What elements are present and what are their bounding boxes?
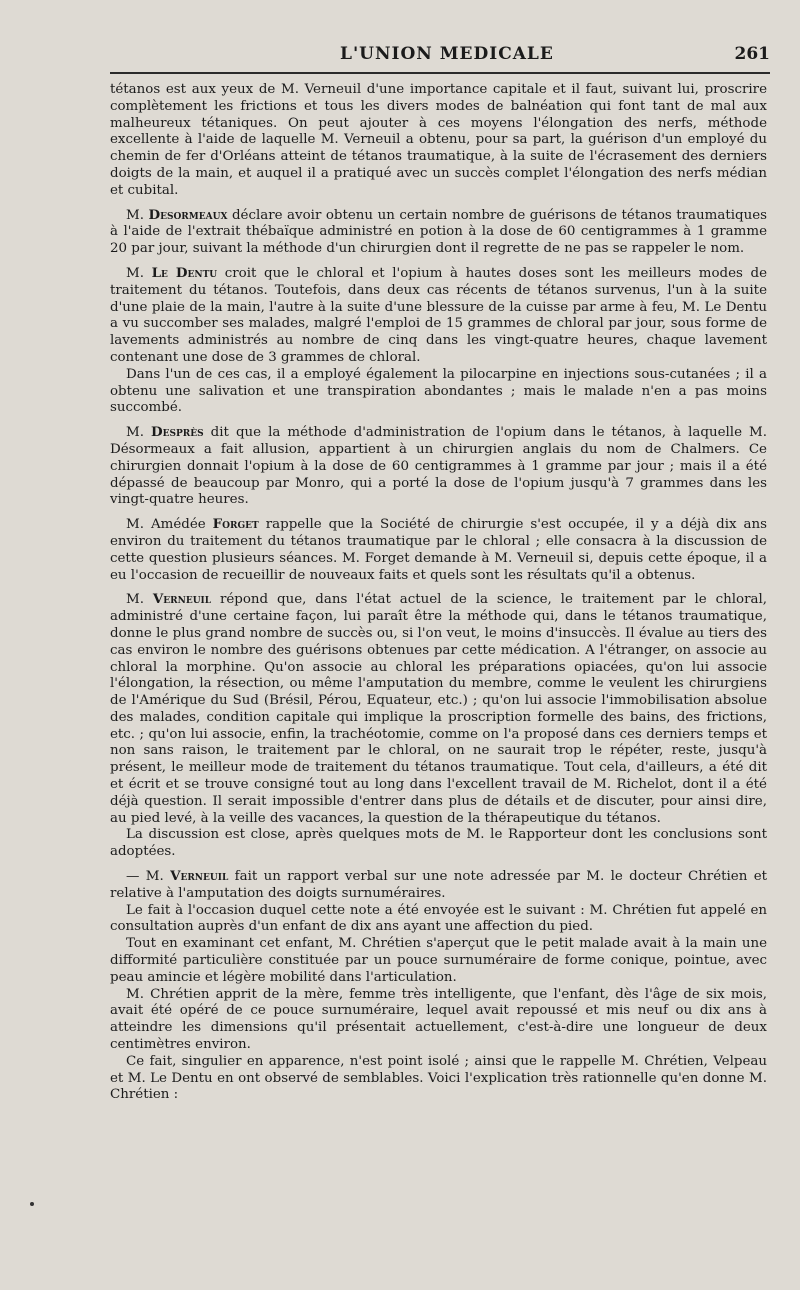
paragraph: M. Chrétien apprit de la mère, femme très intelligente, que l'enfant, dès l'âge de six mois, avait été opéré de ce pouce surnuméraire, lequel avait repoussé et mis neuf ou dix ans à atteindre les dimensions qu'il présentait actuellement, c'est-à-dire une longueur de deux centimètres environ. [110, 986, 767, 1053]
paragraph: La discussion est close, après quelques mots de M. le Rapporteur dont les conclusions sont adoptées. [110, 827, 767, 860]
article-body [110, 82, 767, 1104]
speaker-name: Verneuil [152, 591, 212, 608]
speaker-name: Forget [212, 516, 259, 533]
speaker-name: Desormeaux [148, 206, 228, 223]
paragraph: — M. Verneuil fait un rapport verbal sur une note adressée par M. le docteur Chrétien et relative à l'amputation des doigts surnuméraires. [110, 868, 768, 901]
paragraph: Ce fait, singulier en apparence, n'est point isolé ; ainsi que le rappelle M. Chrétien, Velpeau et M. Le Dentu en ont observé de semblables. Voici l'explication très rationnelle qu'en donne M. Chrétien : [110, 1053, 767, 1103]
paragraph: Le fait à l'occasion duquel cette note a été envoyée est le suivant : M. Chrétien fut appelé en consultation auprès d'un enfant de dix ans ayant une affection du pied. [110, 902, 767, 935]
journal-title: L'UNION MEDICALE [340, 44, 554, 64]
paragraph: M. Desormeaux déclare avoir obtenu un certain nombre de guérisons de tétanos traumatiques à l'aide de l'extrait thébaïque administré en potion à la dose de 60 centigrammes à 1 gramme 20 par jour, suivant la méthode d'un chirurgien dont il regrette de ne pas se rappeler le nom. [110, 206, 767, 257]
paragraph: tétanos est aux yeux de M. Verneuil d'une importance capitale et il faut, suivant lui, proscrire complètement les frictions et tous les divers modes de balnéation qui font tant de mal aux malheureux tétaniques. On peut ajouter à ces moyens l'élongation des nerfs, méthode excellente à l'aide de laquelle M. Verneuil a obtenu, pour sa part, la guérison d'un employé du chemin de fer d'Orléans atteint de tétanos traumatique, à la suite de l'écrasement des derniers doigts de la main, et auquel il a pratiqué avec un succès complet l'élongation des nerfs médian et cubital. [110, 82, 767, 198]
speaker-name: Verneuil [170, 868, 229, 885]
paragraph: M. Verneuil répond que, dans l'état actuel de la science, le traitement par le chloral, administré d'une certaine façon, lui paraît être la méthode qui, dans le tétanos traumatique, donne le plus grand nombre de succès ou, si l'on veut, le moins d'insuccès. Il évalue au tiers des cas environ le nombre des guérisons obtenues par cette médication. A l'étranger, on associe au chloral la morphine. Qu'on associe au chloral les préparations opiacées, qu'on lui associe l'élongation, la résection, ou même l'amputation du membre, comme le veulent les chirurgiens de l'Amérique du Sud (Brésil, Pérou, Equateur, etc.) ; qu'on lui associe l'immobilisation absolue des malades, condition capitale qui implique la proscription formelle des bains, des frictions, etc. ; qu'on lui associe, enfin, la trachéotomie, comme on l'a proposé dans ces derniers temps et non sans raison, le traitement par le chloral, on ne saurait trop le répéter, reste, jusqu'à présent, le meilleur mode de traitement du tétanos traumatique. Tout cela, d'ailleurs, a été dit et écrit et se trouve consigné tout au long dans l'excellent travail de M. Richelot, dont il a été déjà question. Il serait impossible d'entrer dans plus de détails et de discuter, pour ainsi dire, au pied levé, à la veille des vacances, la question de la thérapeutique du tétanos. [110, 591, 767, 826]
speaker-name: Desprès [151, 424, 204, 441]
margin-mark [30, 1202, 34, 1206]
paragraph: M. Desprès dit que la méthode d'administration de l'opium dans le tétanos, à laquelle M. Désormeaux a fait allusion, appartient à un chirurgien anglais du nom de Chalmers. Ce chirurgien donnait l'opium à la dose de 60 centigrammes à 1 gramme par jour ; mais il a été dépassé de beaucoup par Monro, qui a porté la dose de l'opium jusqu'à 7 grammes dans les vingt-quatre heures. [110, 424, 768, 508]
paragraph: M. Le Dentu croit que le chloral et l'opium à hautes doses sont les meilleurs modes de traitement du tétanos. Toutefois, dans deux cas récents de tétanos survenus, l'un à la suite d'une plaie de la main, l'autre à la suite d'une blessure de la cuisse par arme à feu, M. Le Dentu a vu succomber ses malades, malgré l'emploi de 15 grammes de chloral par jour, sous forme de lavements administrés au nombre de cinq dans les vingt-quatre heures, chaque lavement contenant une dose de 3 grammes de chloral. [110, 264, 767, 365]
header-rule [110, 72, 770, 74]
page-number: 261 [734, 44, 770, 64]
paragraph: M. Amédée Forget rappelle que la Société de chirurgie s'est occupée, il y a déjà dix ans environ du traitement du tétanos traumatique par le chloral ; elle consacra à la discussion de cette question plusieurs séances. M. Forget demande à M. Verneuil si, depuis cette époque, il a eu l'occasion de recueillir de nouveaux faits et quels sont les résultats qu'il a obtenus. [110, 516, 768, 583]
paragraph: Dans l'un de ces cas, il a employé également la pilocarpine en injections sous-cutanées ; il a obtenu une salivation et une transpiration abondantes ; mais le malade n'en a pas moins succombé. [110, 366, 767, 416]
speaker-name: Le Dentu [151, 264, 218, 281]
running-head [110, 44, 770, 72]
paragraph: Tout en examinant cet enfant, M. Chrétien s'aperçut que le petit malade avait à la main une difformité particulière constituée par un pouce surnuméraire de forme conique, pointue, avec peau amincie et légère mobilité dans l'articulation. [110, 936, 767, 985]
